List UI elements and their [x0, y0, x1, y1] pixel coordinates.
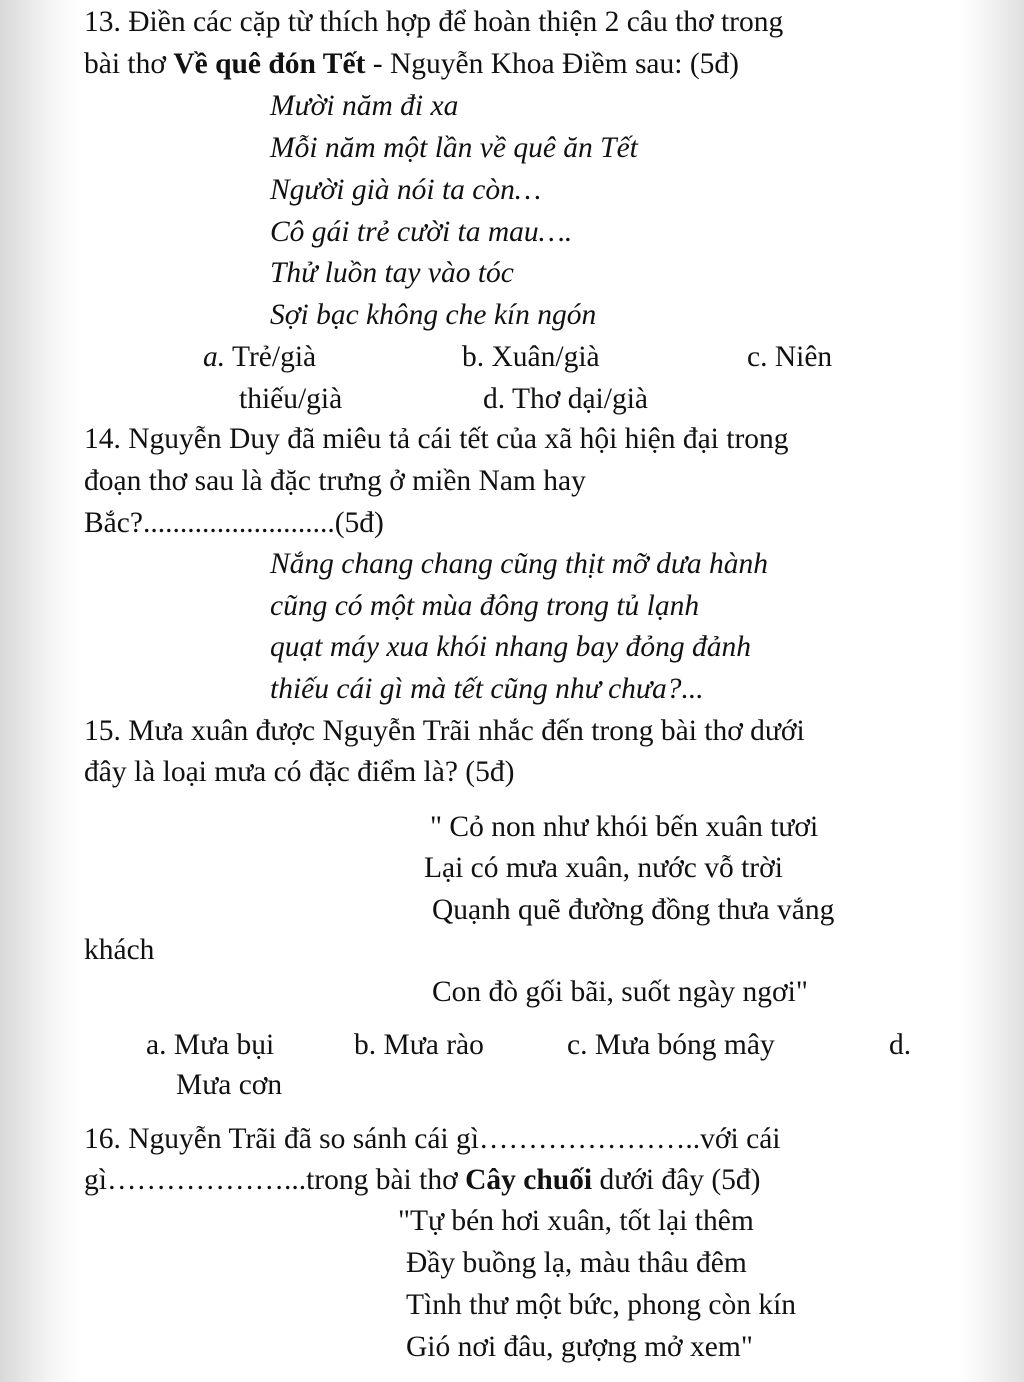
q13-option-a	[203, 339, 316, 375]
q16-poem-title: Cây chuối	[465, 1164, 593, 1196]
q13-poem-line-1: Mười năm đi xa	[270, 90, 459, 122]
q15-poem-line-1: " Cỏ non như khói bến xuân tươi	[430, 811, 819, 843]
q14-prompt-line-3: Bắc?..........................(5đ)	[84, 507, 384, 539]
q15-prompt-line-1: 15. Mưa xuân được Nguyễn Trãi nhắc đến trong bài thơ dưới	[84, 715, 805, 747]
q16-prompt-pre: gì………………...trong bài thơ	[84, 1164, 466, 1196]
q16-poem-line-3: Tình thư một bức, phong còn kín	[406, 1289, 797, 1321]
q13-option-d: d. Thơ dại/già	[483, 383, 648, 415]
q16-prompt-line-2	[84, 1162, 761, 1198]
q13-prompt-line-2	[84, 46, 739, 82]
q13-poem-line-3: Người già nói ta còn…	[270, 174, 542, 206]
q15-option-d-cont: Mưa cơn	[176, 1069, 283, 1101]
q15-option-c: c. Mưa bóng mây	[567, 1029, 775, 1061]
q13-poem-line-2: Mỗi năm một lần về quê ăn Tết	[270, 132, 638, 164]
q15-option-d: d.	[889, 1029, 912, 1061]
q14-poem-line-1: Nắng chang chang cũng thịt mỡ dưa hành	[270, 548, 769, 580]
q16-poem-line-4: Gió nơi đâu, gượng mở xem"	[406, 1331, 753, 1363]
q13-prompt-line-1: 13. Điền các cặp từ thích hợp để hoàn thiện 2 câu thơ trong	[84, 6, 784, 38]
q15-poem-line-2: Lại có mưa xuân, nước vỗ trời	[424, 852, 783, 884]
q13-prompt-pre: bài thơ	[84, 48, 174, 80]
q16-prompt-line-1: 16. Nguyễn Trãi đã so sánh cái gì…………………..với cái	[84, 1123, 781, 1155]
q16-poem-line-1: "Tự bén hơi xuân, tốt lại thêm	[398, 1205, 754, 1237]
q13-poem-line-5: Thử luồn tay vào tóc	[270, 257, 514, 289]
q14-prompt-line-1: 14. Nguyễn Duy đã miêu tả cái tết của xã hội hiện đại trong	[84, 423, 789, 455]
q13-poem-line-6: Sợi bạc không che kín ngón	[270, 299, 597, 331]
q14-poem-line-2: cũng có một mùa đông trong tủ lạnh	[270, 590, 700, 622]
q14-prompt-line-2: đoạn thơ sau là đặc trưng ở miền Nam hay	[84, 465, 586, 497]
q15-option-a: a. Mưa bụi	[146, 1029, 275, 1061]
q14-poem-line-4: thiếu cái gì mà tết cũng như chưa?...	[270, 673, 704, 705]
q13-prompt-post: - Nguyễn Khoa Điềm sau: (5đ)	[365, 48, 739, 80]
q16-poem-line-2: Đầy buồng lạ, màu thâu đêm	[406, 1247, 747, 1279]
q13-option-a-text: Trẻ/già	[225, 341, 317, 373]
q15-prompt-line-2: đây là loại mưa có đặc điểm là? (5đ)	[84, 756, 515, 788]
q13-poem-line-4: Cô gái trẻ cười ta mau….	[270, 216, 573, 248]
q13-poem-title: Về quê đón Tết	[173, 48, 366, 80]
q15-poem-line-4: Con đò gối bãi, suốt ngày ngơi"	[432, 976, 808, 1008]
q14-poem-line-3: quạt máy xua khói nhang bay đỏng đảnh	[270, 631, 751, 663]
q13-option-c: c. Niên	[747, 341, 833, 373]
q16-prompt-post: dưới đây (5đ)	[592, 1164, 761, 1196]
q15-poem-line-3: Quạnh quẽ đường đồng thưa vắng	[432, 894, 835, 926]
q15-option-b: b. Mưa rào	[354, 1029, 484, 1061]
q13-option-a-letter: a.	[203, 341, 226, 373]
q13-option-c-cont: thiếu/già	[239, 383, 343, 415]
q15-poem-line-3-cont: khách	[84, 934, 155, 966]
q13-option-b: b. Xuân/già	[462, 341, 600, 373]
